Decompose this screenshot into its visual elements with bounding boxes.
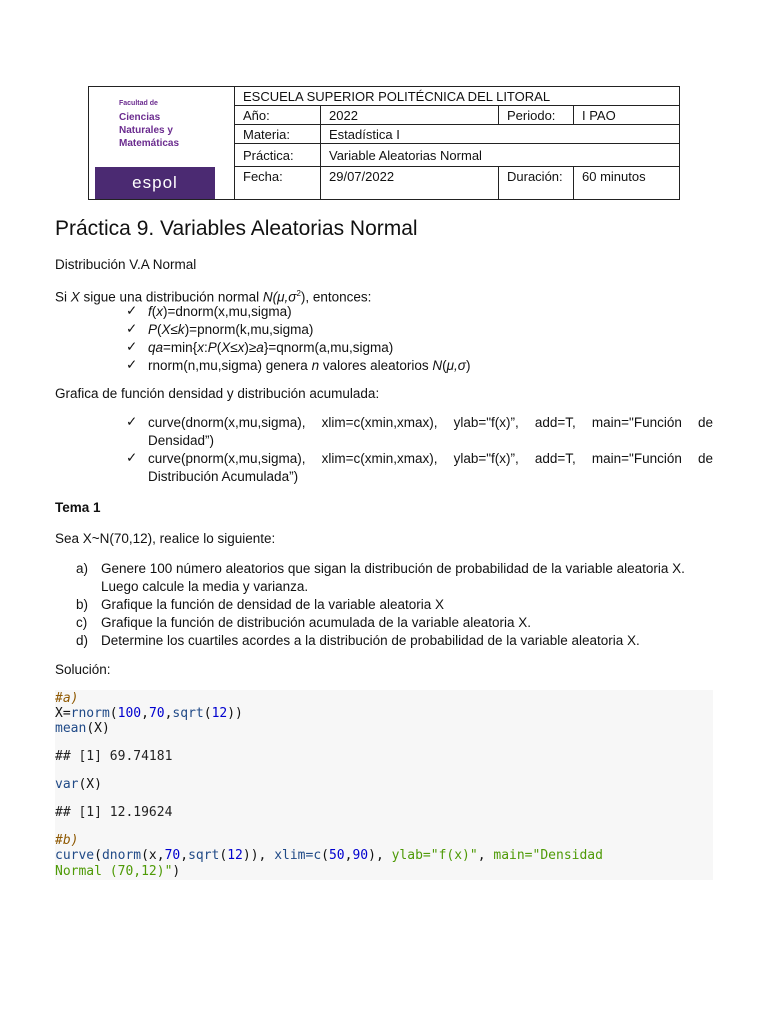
- fn-part: )≥: [244, 340, 257, 355]
- function-item: [148, 321, 313, 339]
- duration-label: Duración:: [498, 167, 573, 200]
- code-token: ),: [368, 848, 392, 863]
- code-token: rnorm: [70, 706, 110, 721]
- fn-part: qa: [148, 340, 164, 355]
- period-label: Periodo:: [498, 106, 573, 124]
- subject-value: Estadística I: [320, 125, 679, 143]
- code-token: ,: [141, 706, 149, 721]
- header-grid: [235, 87, 679, 199]
- fn-part: (: [442, 358, 447, 373]
- code-token: (x,: [141, 848, 165, 863]
- code-token: (X): [86, 721, 110, 736]
- code-token: ,: [477, 848, 494, 863]
- code-token: (: [109, 706, 118, 721]
- code-token: curve: [55, 848, 95, 863]
- code-token: X=: [55, 706, 71, 721]
- code-comment: #a): [55, 691, 79, 706]
- fn-part: P: [148, 322, 158, 337]
- fn-part: n: [311, 358, 320, 373]
- practice-label: Práctica:: [243, 147, 294, 163]
- intro-n: N: [262, 289, 273, 305]
- code-line: [55, 864, 180, 879]
- header-table: [88, 86, 680, 200]
- code-token: 12: [227, 848, 243, 863]
- code-comment: #b): [55, 833, 79, 848]
- intro-superscript: 2: [296, 289, 301, 298]
- subject-label: Materia:: [243, 126, 290, 142]
- code-token: ,: [344, 848, 353, 863]
- code-token: Normal (70,12)": [55, 864, 173, 879]
- code-token: main=: [493, 848, 533, 863]
- fn-part: P: [207, 340, 217, 355]
- code-token: (: [94, 848, 102, 863]
- intro-text-3: ), entonces:: [300, 289, 372, 305]
- header-row-year: [235, 106, 679, 125]
- function-item: [148, 357, 470, 375]
- fn-part: X≤x: [221, 340, 245, 355]
- function-item: [148, 339, 393, 357]
- date-label: Fecha:: [243, 169, 283, 184]
- intro-text-1: Si: [55, 289, 71, 305]
- code-line: [55, 706, 243, 721]
- check-icon: ✓: [126, 303, 138, 318]
- graph-item-line: curve(pnorm(x,mu,sigma), xlim=c(xmin,xmax), ylab="f(x)”, add=T, main="Función de: [148, 451, 713, 466]
- code-token: 70: [164, 848, 181, 863]
- code-token: "Densidad: [532, 848, 603, 863]
- graph-item-line: Densidad”): [148, 433, 215, 448]
- fn-part: valores aleatorios: [319, 358, 433, 373]
- fn-part: (: [216, 340, 222, 355]
- task-text: Luego calcule la media y varianza.: [101, 579, 309, 594]
- function-item: [148, 303, 292, 321]
- check-icon: ✓: [126, 339, 138, 354]
- fn-part: )=pnorm(k,mu,sigma): [184, 322, 314, 337]
- fn-part: μ,σ: [446, 358, 466, 373]
- fn-part: )=dnorm(x,mu,sigma): [163, 304, 292, 319]
- fn-part: =min{: [163, 340, 198, 355]
- task-label: b): [76, 597, 89, 612]
- intro-var-x: X: [70, 289, 80, 305]
- logo-line-3: Naturales y: [119, 125, 173, 136]
- tema-heading: Tema 1: [55, 500, 101, 515]
- code-output: ## [1] 69.74181: [55, 749, 173, 764]
- header-row-date: [235, 167, 679, 200]
- intro-text-2: sigue una distribución normal: [79, 289, 263, 305]
- code-token: (: [321, 848, 329, 863]
- check-icon: ✓: [126, 414, 138, 429]
- code-token: sqrt: [172, 706, 204, 721]
- graph-intro: Grafica de función densidad y distribución acumulada:: [55, 386, 380, 401]
- code-token: 100: [117, 706, 142, 721]
- code-token: ): [172, 864, 181, 879]
- check-icon: ✓: [126, 450, 138, 465]
- fn-part: (: [157, 322, 162, 337]
- code-line: [55, 777, 102, 792]
- code-token: 50: [328, 848, 345, 863]
- code-line: [55, 721, 110, 736]
- fn-part: f: [148, 304, 152, 319]
- intro-params: (μ,σ: [272, 289, 297, 305]
- fn-part: X≤k: [161, 322, 185, 337]
- year-label: Año:: [243, 107, 270, 123]
- fn-part: rnorm(n,mu,sigma) genera: [148, 358, 312, 373]
- graph-item-line: Distribución Acumulada”): [148, 469, 299, 484]
- code-token: (X): [78, 777, 102, 792]
- section-subtitle: Distribución V.A Normal: [55, 257, 197, 272]
- task-label: c): [76, 615, 88, 630]
- fn-part: ): [465, 358, 471, 373]
- code-output: ## [1] 12.19624: [55, 805, 173, 820]
- task-label: d): [76, 633, 89, 648]
- check-icon: ✓: [126, 357, 138, 372]
- code-token: 90: [352, 848, 369, 863]
- code-token: ,: [180, 848, 189, 863]
- code-token: )),: [242, 848, 275, 863]
- institution-name: ESCUELA SUPERIOR POLITÉCNICA DEL LITORAL: [243, 88, 551, 104]
- header-row-subject: [235, 125, 679, 144]
- task-label: a): [76, 561, 89, 576]
- practice-value: Variable Aleatorias Normal: [320, 144, 679, 166]
- code-token: ylab=: [391, 848, 431, 863]
- code-token: var: [55, 777, 79, 792]
- code-token: )): [227, 706, 243, 721]
- duration-value: 60 minutos: [573, 167, 679, 200]
- period-value: I PAO: [573, 106, 679, 124]
- date-value: 29/07/2022: [320, 167, 498, 200]
- header-row-practice: [235, 144, 679, 167]
- code-line: [55, 848, 603, 863]
- fn-part: x: [197, 340, 204, 355]
- code-token: "f(x)": [430, 848, 478, 863]
- code-token: c: [313, 848, 322, 863]
- task-text: Grafique la función de densidad de la variable aleatoria X: [101, 597, 444, 612]
- graph-item-line: curve(dnorm(x,mu,sigma), xlim=c(xmin,xmax), ylab="f(x)”, add=T, main="Función de: [148, 415, 713, 430]
- problem-intro: Sea X~N(70,12), realice lo siguiente:: [55, 531, 276, 546]
- task-text: Grafique la función de distribución acumulada de la variable aleatoria X.: [101, 615, 532, 630]
- task-text: Determine los cuartiles acordes a la distribución de probabilidad de la variable aleatoria X.: [101, 633, 640, 648]
- fn-part: a: [256, 340, 264, 355]
- graph-item-cumulative: [148, 450, 713, 486]
- code-token: 12: [211, 706, 228, 721]
- faculty-logo: [89, 87, 235, 199]
- code-token: (: [203, 706, 212, 721]
- check-icon: ✓: [126, 321, 138, 336]
- logo-line-2: Ciencias: [119, 112, 161, 123]
- header-row-institution: [235, 87, 679, 106]
- page-title: Práctica 9. Variables Aleatorias Normal: [55, 217, 418, 240]
- year-value: 2022: [320, 106, 498, 124]
- code-token: xlim=: [274, 848, 314, 863]
- fn-part: x: [156, 304, 164, 319]
- code-token: sqrt: [188, 848, 220, 863]
- espol-logo: espol: [95, 167, 215, 199]
- code-token: dnorm: [101, 848, 142, 863]
- code-token: 70: [148, 706, 165, 721]
- fn-part: N: [432, 358, 443, 373]
- solution-label: Solución:: [55, 662, 111, 677]
- code-token: ,: [164, 706, 173, 721]
- fn-part: (: [151, 304, 157, 319]
- code-token: mean: [55, 721, 87, 736]
- fn-part: }=qnorm(a,mu,sigma): [263, 340, 394, 355]
- graph-item-density: [148, 414, 713, 450]
- logo-line-1: Facultad de: [119, 100, 158, 107]
- logo-line-4: Matemáticas: [119, 138, 180, 149]
- task-text: Genere 100 número aleatorios que sigan la distribución de probabilidad de la variable aleatoria X.: [101, 561, 685, 576]
- faculty-name: [119, 99, 179, 150]
- code-token: (: [219, 848, 228, 863]
- fn-part: :: [203, 340, 208, 355]
